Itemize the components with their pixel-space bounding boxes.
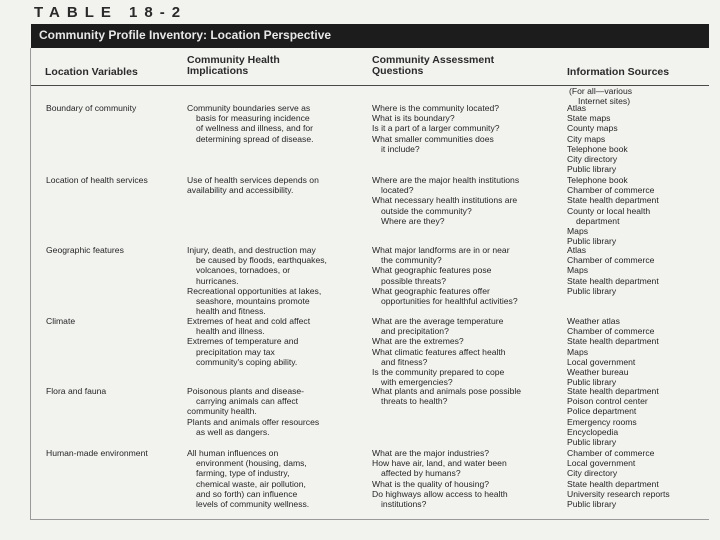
information-sources-line: Maps: [567, 226, 589, 237]
health-implications: [187, 316, 310, 367]
information-sources-line: City directory: [567, 154, 618, 165]
health-implications-line: volcanoes, tornadoes, or: [196, 265, 291, 276]
sources-intro-note: (For all—various Internet sites): [569, 86, 633, 107]
assessment-questions-line: What are the average temperature: [372, 316, 504, 326]
health-implications-line: precipitation may tax: [196, 346, 275, 357]
assessment-questions-line: What climatic features affect health: [372, 346, 506, 357]
information-sources: [567, 245, 659, 296]
information-sources-line: Chamber of commerce: [567, 255, 655, 266]
information-sources-line: Encyclopedia: [567, 426, 619, 437]
information-sources-line: Local government: [567, 458, 636, 469]
information-sources: [567, 386, 659, 447]
assessment-questions-line: located?: [381, 185, 414, 196]
health-implications-line: health and fitness.: [196, 306, 266, 317]
assessment-questions-line: affected by humans?: [381, 468, 461, 479]
assessment-questions-line: outside the community?: [381, 205, 472, 216]
assessment-questions-line: and precipitation?: [381, 326, 449, 337]
health-implications-line: All human influences on: [187, 448, 279, 458]
table-title: Community Profile Inventory: Location Perspective: [39, 28, 332, 42]
left-border: [30, 48, 31, 520]
header-health-implications: Community Health Implications: [187, 54, 280, 77]
assessment-questions: [372, 316, 506, 387]
health-implications-line: basis for measuring incidence: [196, 113, 310, 124]
health-implications-line: community's coping ability.: [196, 356, 298, 367]
assessment-questions-line: What plants and animals pose possible: [372, 386, 522, 396]
health-implications-line: community health.: [187, 406, 257, 417]
health-implications-line: Community boundaries serve as: [187, 103, 311, 113]
information-sources-line: State health department: [567, 336, 659, 347]
information-sources-line: Local government: [567, 356, 636, 367]
health-implications-line: health and illness.: [196, 326, 265, 337]
table-number-label: TABLE 18-2: [34, 4, 188, 21]
information-sources-line: State health department: [567, 275, 659, 286]
information-sources-line: Public library: [567, 437, 617, 448]
health-implications-line: seashore, mountains promote: [196, 296, 310, 307]
information-sources-line: Maps: [567, 346, 589, 357]
health-implications: [187, 245, 327, 316]
assessment-questions-line: Where is the community located?: [372, 103, 500, 113]
location-variable: Flora and fauna: [46, 386, 107, 396]
assessment-questions-line: What smaller communities does: [372, 133, 494, 144]
assessment-questions-line: institutions?: [381, 499, 427, 510]
location-variable: Human-made environment: [46, 448, 148, 458]
assessment-questions-line: threats to health?: [381, 396, 448, 407]
assessment-questions-line: What major landforms are in or near: [372, 245, 510, 255]
location-variable: Boundary of community: [46, 103, 137, 113]
information-sources-line: Police department: [567, 406, 637, 417]
assessment-questions-line: Where are they?: [381, 215, 445, 226]
title-banner: [31, 24, 709, 48]
assessment-questions-line: Where are the major health institutions: [372, 175, 520, 185]
information-sources-line: County maps: [567, 123, 618, 134]
information-sources-line: State health department: [567, 386, 659, 396]
health-implications-line: Extremes of temperature and: [187, 336, 299, 347]
health-implications-line: Injury, death, and destruction may: [187, 245, 316, 255]
information-sources-line: Atlas: [567, 245, 587, 255]
information-sources-line: Public library: [567, 236, 617, 247]
assessment-questions-line: What geographic features pose: [372, 265, 492, 276]
assessment-questions-line: What is its boundary?: [372, 113, 455, 124]
health-implications: [187, 103, 314, 144]
health-implications-line: Recreational opportunities at lakes,: [187, 285, 322, 296]
health-implications-line: farming, type of industry,: [196, 468, 290, 479]
information-sources-line: City maps: [567, 133, 606, 144]
assessment-questions-line: How have air, land, and water been: [372, 458, 507, 469]
information-sources-line: Public library: [567, 164, 617, 175]
health-implications-line: chemical waste, air pollution,: [196, 478, 306, 489]
assessment-questions-line: it include?: [381, 143, 420, 154]
assessment-questions-line: Is the community prepared to cope: [372, 367, 505, 378]
health-implications-line: and so forth) can influence: [196, 488, 298, 499]
health-implications-line: as well as dangers.: [196, 426, 270, 437]
information-sources-line: Public library: [567, 499, 617, 510]
information-sources-line: Telephone book: [567, 175, 628, 185]
information-sources-line: Maps: [567, 265, 589, 276]
health-implications-line: carrying animals can affect: [196, 396, 299, 407]
health-implications-line: levels of community wellness.: [196, 499, 310, 510]
information-sources-line: Telephone book: [567, 143, 628, 154]
health-implications-line: of wellness and illness, and for: [196, 123, 314, 134]
information-sources-line: University research reports: [567, 488, 670, 499]
information-sources: [567, 103, 628, 174]
assessment-questions-line: What are the extremes?: [372, 336, 464, 347]
location-variable: Climate: [46, 316, 76, 326]
assessment-questions: [372, 386, 521, 406]
information-sources-line: County or local health: [567, 205, 651, 216]
information-sources-line: Poison control center: [567, 396, 648, 407]
information-sources-line: Emergency rooms: [567, 416, 637, 427]
assessment-questions: [372, 175, 519, 226]
assessment-questions-line: and fitness?: [381, 356, 428, 367]
information-sources-line: State maps: [567, 113, 611, 124]
assessment-questions-line: What necessary health institutions are: [372, 195, 518, 206]
assessment-questions-line: with emergencies?: [381, 377, 453, 388]
health-implications: [187, 448, 309, 509]
information-sources: [567, 316, 659, 387]
health-implications-line: Extremes of heat and cold affect: [187, 316, 311, 326]
information-sources-line: Atlas: [567, 103, 587, 113]
column-header-row: [0, 55, 720, 83]
health-implications-line: environment (housing, dams,: [196, 458, 307, 469]
health-implications: [187, 386, 319, 437]
information-sources-line: Chamber of commerce: [567, 185, 655, 196]
assessment-questions-line: What are the major industries?: [372, 448, 490, 458]
assessment-questions-line: the community?: [381, 255, 442, 266]
health-implications-line: hurricanes.: [196, 275, 239, 286]
health-implications-line: Plants and animals offer resources: [187, 416, 320, 427]
header-assessment-questions: Community Assessment Questions: [372, 54, 495, 77]
header-information-sources: Information Sources: [567, 66, 670, 78]
information-sources-line: Chamber of commerce: [567, 326, 655, 337]
information-sources-line: Weather atlas: [567, 316, 620, 326]
health-implications-line: determining spread of disease.: [196, 133, 314, 144]
health-implications-line: availability and accessibility.: [187, 185, 294, 196]
assessment-questions-line: Do highways allow access to health: [372, 488, 508, 499]
health-implications-line: be caused by floods, earthquakes,: [196, 255, 327, 266]
location-variable: Geographic features: [46, 245, 124, 255]
assessment-questions-line: possible threats?: [381, 275, 446, 286]
assessment-questions-line: What geographic features offer: [372, 285, 490, 296]
header-location-variables: Location Variables: [45, 66, 138, 78]
information-sources-line: State health department: [567, 195, 659, 206]
assessment-questions-line: What is the quality of housing?: [372, 478, 490, 489]
information-sources-line: State health department: [567, 478, 659, 489]
assessment-questions: [372, 448, 508, 509]
location-variable: Location of health services: [46, 175, 148, 185]
information-sources: [567, 448, 670, 509]
assessment-questions-line: opportunities for healthful activities?: [381, 296, 518, 307]
assessment-questions: [372, 103, 500, 154]
information-sources-line: Public library: [567, 285, 617, 296]
information-sources-line: City directory: [567, 468, 618, 479]
information-sources-line: Weather bureau: [567, 367, 629, 378]
information-sources-line: Public library: [567, 377, 617, 388]
information-sources-line: department: [576, 215, 620, 226]
information-sources: [567, 175, 659, 246]
health-implications-line: Poisonous plants and disease-: [187, 386, 305, 396]
health-implications-line: Use of health services depends on: [187, 175, 319, 185]
bottom-border: [31, 519, 709, 520]
assessment-questions-line: Is it a part of a larger community?: [372, 123, 500, 134]
assessment-questions: [372, 245, 518, 306]
information-sources-line: Chamber of commerce: [567, 448, 655, 458]
health-implications: [187, 175, 319, 195]
